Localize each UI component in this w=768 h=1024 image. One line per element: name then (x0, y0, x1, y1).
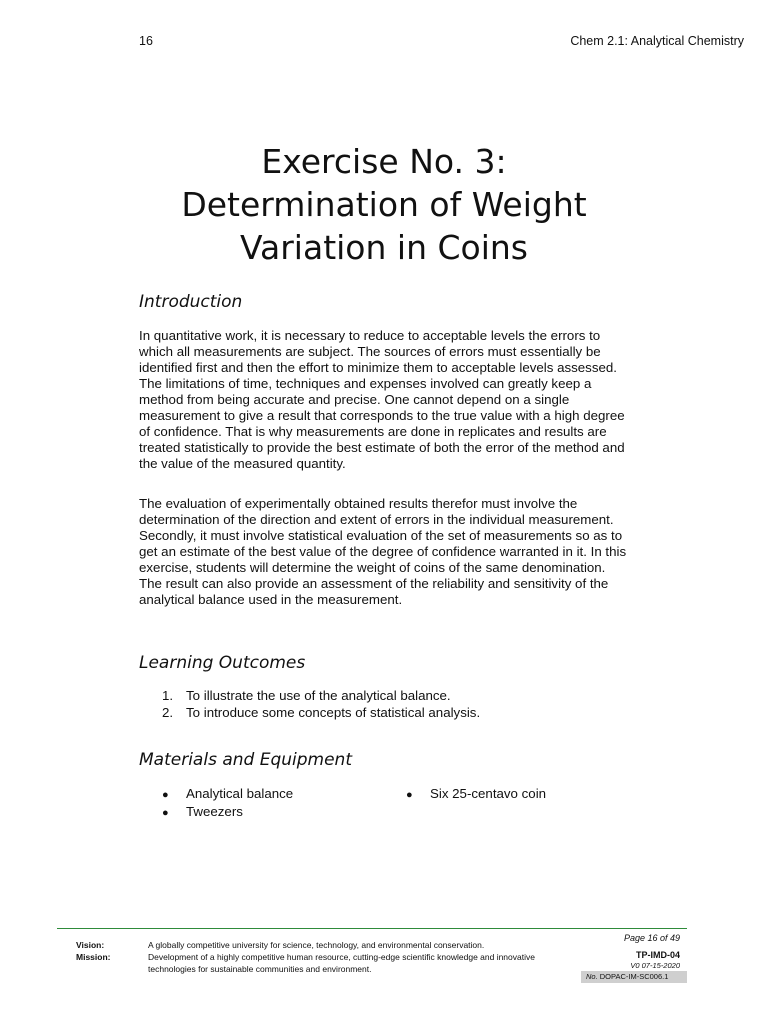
list-item: ● Analytical balance (162, 786, 293, 804)
footer-divider (57, 928, 687, 929)
page-of-count: Page 16 of 49 (623, 933, 680, 943)
exercise-title (100, 140, 668, 269)
learning-outcomes-heading: Learning Outcomes (139, 653, 306, 673)
vision-text: A globally competitive university for science, technology, and environmental conservation. (148, 940, 485, 950)
materials-list-right (406, 786, 546, 804)
materials-list-left (162, 786, 293, 821)
bullet-icon: ● (406, 789, 413, 801)
version-date: V0 07-15-2020 (630, 961, 680, 970)
list-item: 2. To introduce some concepts of statistical analysis. (162, 704, 481, 720)
document-number: No. DOPAC-IM-SC006.1 (581, 971, 687, 983)
learning-outcomes-list (162, 688, 480, 721)
mission-text: Development of a highly competitive human resource, cutting-edge scientific knowledge and innovative technologies for sustainable communities and environment. (148, 952, 535, 974)
list-item: 1. To illustrate the use of the analytical balance. (162, 688, 451, 703)
title-line-3: Variation in Coins (240, 228, 528, 267)
mission-label: Mission: (76, 952, 111, 962)
materials-heading: Materials and Equipment (139, 750, 352, 770)
bullet-icon: ● (162, 789, 169, 801)
intro-paragraph-1: In quantitative work, it is necessary to reduce to acceptable levels the errors to which all measurements are subject. The sources of errors must essentially be identified first and then the effort to minimize them to acceptable levels assessed. The limitations of time, techniques and expenses involved can greatly keep a method from being accurate and precise. One cannot depend on a single measurement to give a result that corresponds to the true value with a high degree of confidence. That is why measurements are done in replicates and results are treated statistically to provide the best estimate of both the error of the method and the value of the measured quantity. (139, 328, 625, 471)
title-line-1: Exercise No. 3: (261, 142, 507, 181)
introduction-heading: Introduction (139, 292, 243, 312)
page-number: 16 (139, 34, 153, 48)
list-item: ● Six 25-centavo coin (406, 786, 546, 804)
intro-paragraph-2: The evaluation of experimentally obtained results therefor must involve the determination of the direction and extent of errors in the individual measurement. Secondly, it must involve statistical evaluation of the set of measurements so as to get an estimate of the best value of the degree of confidence warranted in it. In this exercise, students will determine the weight of coins of the same denomination. The result can also provide an assessment of the reliability and sensitivity of the analytical balance used in the measurement. (139, 496, 627, 607)
course-title: Chem 2.1: Analytical Chemistry (570, 34, 744, 48)
form-code: TP-IMD-04 (635, 950, 680, 960)
title-line-2: Determination of Weight (181, 185, 587, 224)
vision-label: Vision: (76, 940, 105, 950)
list-item: ● Tweezers (162, 804, 293, 822)
bullet-icon: ● (162, 806, 169, 819)
